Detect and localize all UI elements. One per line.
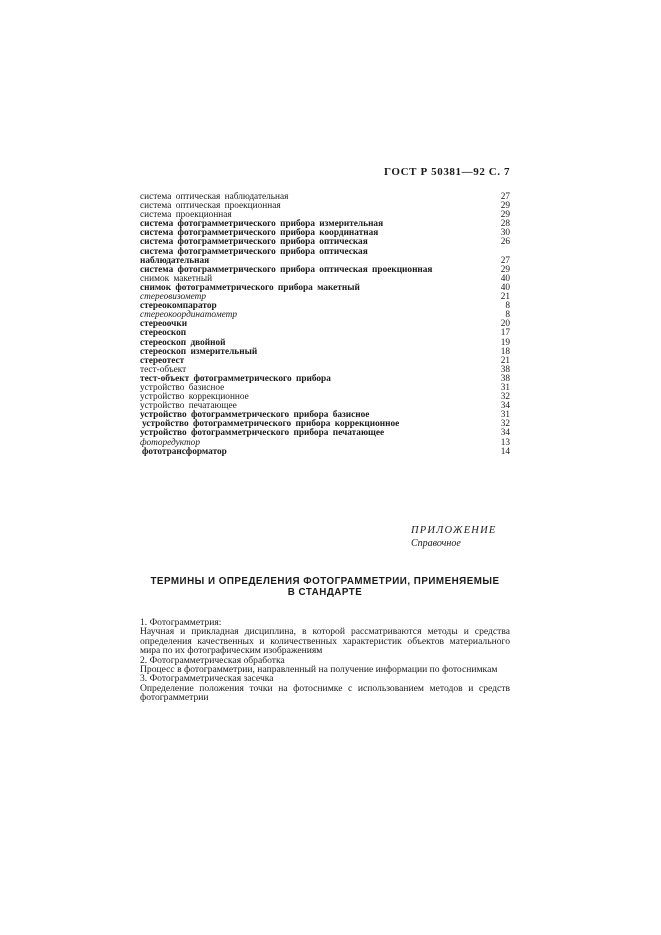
definition-text: Научная и прикладная дисциплина, в которой рассматриваются методы и средства определения качественных и количественных характеристик объектов материального мира по их фотографическим изображениям <box>140 626 510 657</box>
index-page: 18 <box>500 346 510 357</box>
index-page: 31 <box>500 410 510 421</box>
index-page: 8 <box>505 310 510 321</box>
index-page: 38 <box>500 364 510 375</box>
index-term: система фотограмметрического прибора оптическая проекционная <box>140 264 433 275</box>
index-page: 19 <box>500 337 510 348</box>
index-page: 30 <box>500 228 510 239</box>
index-term: снимок фотограмметрического прибора макетный <box>140 282 360 293</box>
definition-text: Процесс в фотограмметрии, направленный на получение информации по фотоснимкам <box>140 664 498 676</box>
appendix-label <box>411 524 497 550</box>
appendix-title: ПРИЛОЖЕНИЕ <box>411 525 497 536</box>
section-title-line2: В СТАНДАРТЕ <box>287 587 363 598</box>
index-term: система проекционная <box>140 210 232 221</box>
index-term: снимок макетный <box>140 273 213 284</box>
definition-term: 2. Фотограмметрическая обработка <box>140 654 285 666</box>
index-term: стереоскоп измерительный <box>140 346 258 357</box>
index-term: фототрансформатор <box>142 446 227 457</box>
index-page: 40 <box>500 282 510 293</box>
index-row <box>140 311 510 320</box>
index-term: тест-объект фотограмметрического прибора <box>140 373 331 384</box>
index-page: 21 <box>500 355 510 366</box>
definitions <box>140 618 510 703</box>
index-page: 28 <box>500 219 510 230</box>
index-term: устройство базисное <box>140 382 225 393</box>
index-term: устройство фотограмметрического прибора базисное <box>140 410 370 421</box>
index-page: 34 <box>500 428 510 439</box>
index-page: 29 <box>500 201 510 212</box>
index-term: устройство коррекционное <box>140 392 249 403</box>
index-page: 29 <box>500 210 510 221</box>
index-page: 14 <box>500 446 510 457</box>
index-term: наблюдательная <box>140 255 210 266</box>
index-term: система оптическая проекционная <box>140 201 281 212</box>
index-page: 17 <box>500 328 510 339</box>
index-page: 13 <box>500 437 510 448</box>
page-header-standard-ref: ГОСТ Р 50381—92 С. 7 <box>384 166 511 178</box>
index-term: стереокоординатометр <box>140 310 238 321</box>
index-term: тест-объект <box>140 364 187 375</box>
index-row <box>140 448 510 457</box>
index-page: 32 <box>500 392 510 403</box>
index-page: 8 <box>505 301 510 312</box>
index-term: стереоочки <box>140 319 188 330</box>
index-row <box>140 357 510 366</box>
index-term: система фотограмметрического прибора оптическая <box>140 237 368 248</box>
index-term: фоторедуктор <box>140 437 200 448</box>
definition-text: Определение положения точки на фотоснимке с использованием методов и средств фотограмметрии <box>140 682 510 704</box>
appendix-subtitle: Справочное <box>411 538 461 549</box>
index-row <box>140 348 510 357</box>
index-term: устройство печатающее <box>140 401 237 412</box>
index-page: 34 <box>500 401 510 412</box>
index-page: 31 <box>500 382 510 393</box>
index-term: система оптическая наблюдательная <box>140 192 289 202</box>
index-page: 32 <box>500 419 510 430</box>
definition-term: 3. Фотограмметрическая засечка <box>140 673 274 685</box>
index-page: 20 <box>500 319 510 330</box>
index-page: 26 <box>500 237 510 248</box>
index-term: стереотест <box>140 355 185 366</box>
index-page: 21 <box>500 292 510 303</box>
index-page: 40 <box>500 273 510 284</box>
index-term: устройство фотограмметрического прибора коррекционное <box>142 419 400 430</box>
index-page: 29 <box>500 264 510 275</box>
section-title-line1: ТЕРМИНЫ И ОПРЕДЕЛЕНИЯ ФОТОГРАММЕТРИИ, ПРИМЕНЯЕМЫЕ <box>150 576 500 587</box>
index-term: стереоскоп <box>140 328 187 339</box>
term-index <box>140 193 510 457</box>
section-title <box>140 576 510 598</box>
index-term: система фотограмметрического прибора измерительная <box>140 219 384 230</box>
index-term: стереовизометр <box>140 292 207 303</box>
definition-term: 1. Фотограмметрия: <box>140 617 222 628</box>
index-page: 38 <box>500 373 510 384</box>
index-term: устройство фотограмметрического прибора печатающее <box>140 428 385 439</box>
index-term: система фотограмметрического прибора оптическая <box>140 246 368 257</box>
index-page: 27 <box>500 192 510 202</box>
index-row <box>140 320 510 329</box>
index-page: 27 <box>500 255 510 266</box>
index-term: система фотограмметрического прибора координатная <box>140 228 379 239</box>
index-term: стереоскоп двойной <box>140 337 226 348</box>
index-term: стереокомпаратор <box>140 301 217 312</box>
